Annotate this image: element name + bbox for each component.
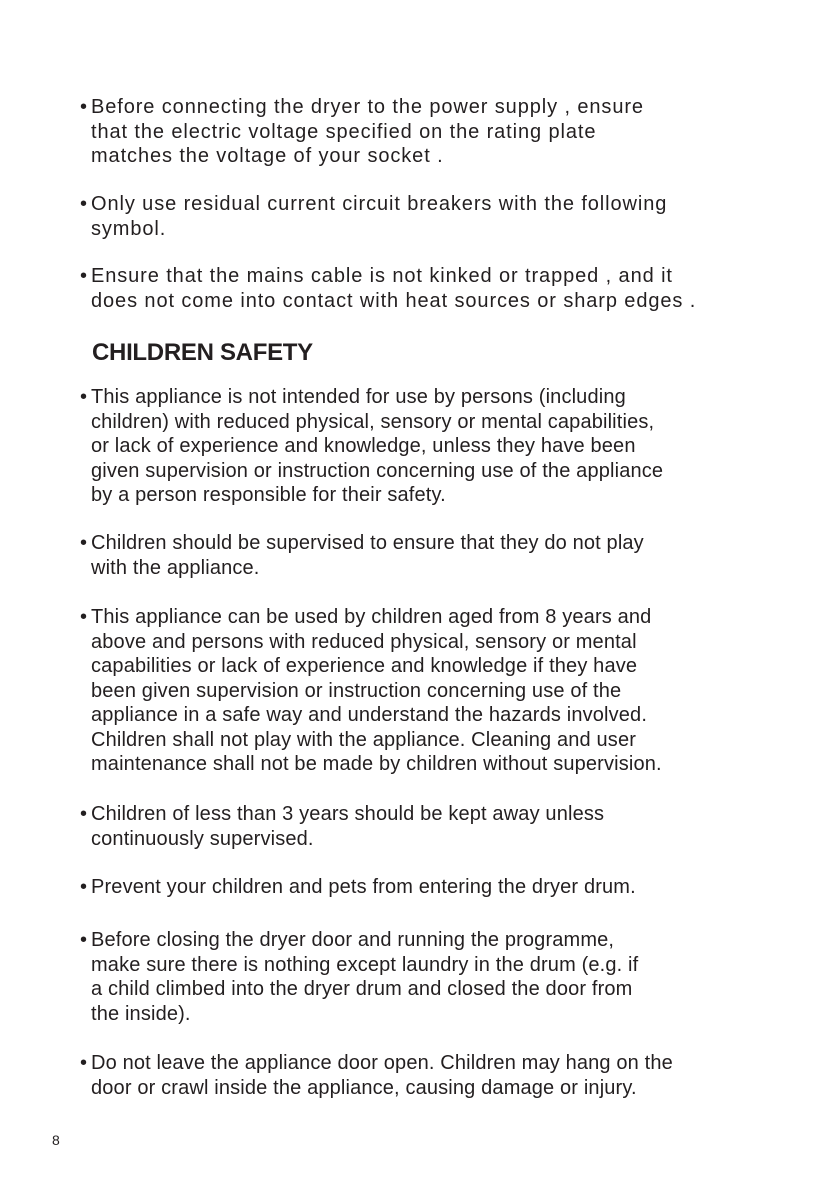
paragraph-line: continuously supervised. [91, 827, 314, 850]
paragraph-line: appliance in a safe way and understand the hazards involved. [91, 704, 648, 726]
bullet-paragraph [80, 95, 644, 169]
paragraph-line: Children should be supervised to ensure that they do not play [91, 532, 644, 554]
bullet-marker: • [80, 1052, 88, 1074]
paragraph-line: Ensure that the mains cable is not kinked or trapped , and it [91, 265, 673, 287]
bullet-marker: • [80, 96, 88, 118]
paragraph-line: symbol. [91, 217, 167, 240]
bullet-paragraph [80, 928, 638, 1026]
paragraph-line: Children shall not play with the appliance. Cleaning and user [91, 728, 637, 751]
bullet-marker: • [80, 193, 88, 215]
paragraph-line: make sure there is nothing except laundry in the drum (e.g. if [91, 953, 639, 976]
bullet-paragraph [80, 192, 667, 241]
bullet-paragraph [80, 385, 663, 508]
paragraph-line: Children of less than 3 years should be kept away unless [91, 803, 605, 825]
paragraph-line: door or crawl inside the appliance, causing damage or injury. [91, 1076, 637, 1099]
paragraph-line: This appliance is not intended for use by persons (including [91, 386, 626, 408]
paragraph-line: that the electric voltage specified on the rating plate [91, 120, 597, 143]
page-number: 8 [52, 1132, 60, 1148]
bullet-marker: • [80, 803, 88, 825]
paragraph-line: maintenance shall not be made by children without supervision. [91, 753, 662, 775]
paragraph-line: This appliance can be used by children aged from 8 years and [91, 606, 652, 628]
paragraph-line: a child climbed into the dryer drum and closed the door from [91, 978, 633, 1000]
paragraph-line: Prevent your children and pets from entering the dryer drum. [91, 876, 636, 898]
paragraph-line: been given supervision or instruction concerning use of the [91, 679, 622, 702]
paragraph-line: matches the voltage of your socket . [91, 145, 444, 167]
bullet-marker: • [80, 532, 88, 554]
paragraph-line: children) with reduced physical, sensory or mental capabilities, [91, 410, 655, 433]
bullet-paragraph [80, 264, 696, 313]
bullet-marker: • [80, 606, 88, 628]
bullet-paragraph [80, 1051, 673, 1100]
bullet-marker: • [80, 929, 88, 951]
paragraph-line: does not come into contact with heat sources or sharp edges . [91, 289, 697, 312]
paragraph-line: or lack of experience and knowledge, unless they have been [91, 435, 636, 457]
paragraph-line: Do not leave the appliance door open. Children may hang on the [91, 1052, 673, 1074]
bullet-paragraph [80, 531, 644, 580]
bullet-marker: • [80, 386, 88, 408]
paragraph-line: with the appliance. [91, 556, 260, 579]
bullet-paragraph [80, 802, 604, 851]
section-heading-children-safety: CHILDREN SAFETY [92, 339, 313, 366]
bullet-marker: • [80, 876, 88, 898]
paragraph-line: given supervision or instruction concerning use of the appliance [91, 459, 664, 482]
bullet-paragraph [80, 875, 636, 900]
paragraph-line: the inside). [91, 1002, 191, 1025]
paragraph-line: capabilities or lack of experience and knowledge if they have [91, 655, 638, 677]
paragraph-line: Before connecting the dryer to the power supply , ensure [91, 96, 644, 118]
paragraph-line: by a person responsible for their safety. [91, 484, 446, 506]
paragraph-line: above and persons with reduced physical, sensory or mental [91, 630, 637, 653]
paragraph-line: Before closing the dryer door and running the programme, [91, 929, 615, 951]
bullet-marker: • [80, 265, 88, 287]
paragraph-line: Only use residual current circuit breakers with the following [91, 193, 668, 215]
bullet-paragraph [80, 605, 662, 777]
